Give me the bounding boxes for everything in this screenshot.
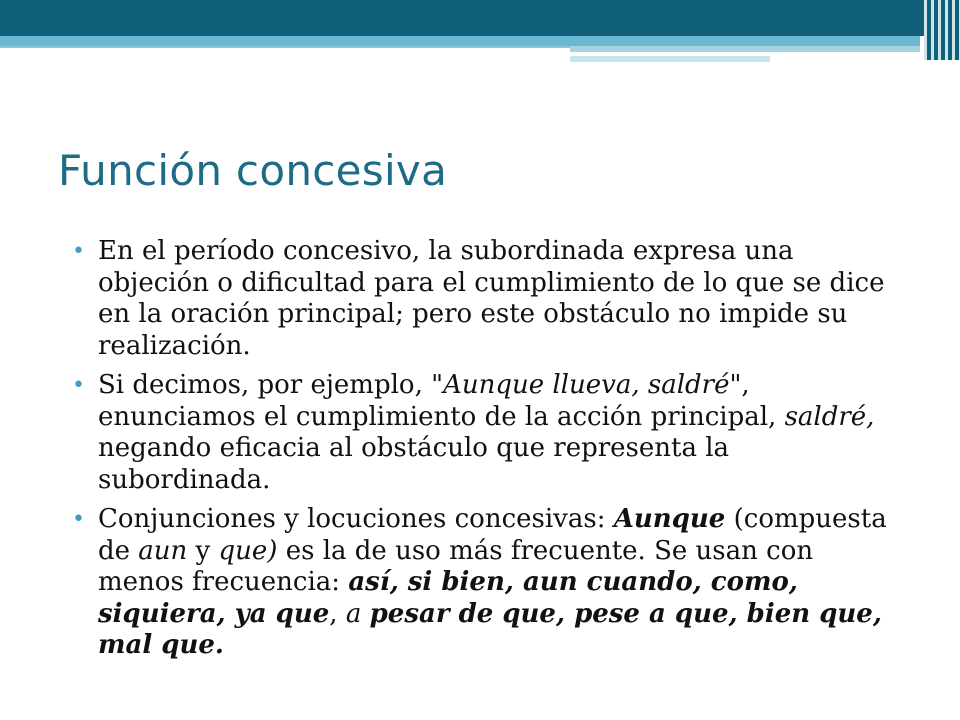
bullet-text <box>98 236 905 362</box>
text-run: Si decimos, por ejemplo, " <box>98 370 444 400</box>
text-run: En el período concesivo, la subordinada expresa una objeción o dificultad para el cumplimiento de lo que se dice en la oración principal; pero este obstáculo no impide su realización. <box>98 236 885 361</box>
bullet-item <box>70 370 905 496</box>
verb-italic: saldré, <box>784 401 875 432</box>
accent-bar-right <box>570 46 920 52</box>
text-run: ", enunciamos el cumplimiento de la acción principal, <box>98 370 785 432</box>
text-run: (compuesta de <box>98 504 887 566</box>
conjunction-bold-italic: Aunque <box>613 504 726 534</box>
conjunction-list-bold-italic: así, si bien, aun cuando, como, siquiera, ya que <box>98 567 798 629</box>
top-decorative-band <box>0 0 960 36</box>
slide-title: Función concesiva <box>58 146 448 195</box>
bullet-text <box>98 504 905 662</box>
slide-body <box>70 236 905 670</box>
text-run: es la de uso más frecuente. Se usan con menos frecuencia: <box>98 535 814 597</box>
bullet-icon: • <box>72 373 85 398</box>
top-right-stripes <box>924 0 960 60</box>
text-run: , <box>329 598 346 629</box>
accent-line <box>0 46 570 48</box>
text-run: y <box>187 535 219 566</box>
bullet-icon: • <box>72 507 85 532</box>
accent-bar <box>0 36 920 46</box>
bullet-icon: • <box>72 239 85 264</box>
text-run: Conjunciones y locuciones concesivas: <box>98 504 614 534</box>
word-italic: a <box>345 598 362 629</box>
text-run <box>361 599 369 629</box>
accent-bar-right-small <box>570 56 770 62</box>
word-italic: que) <box>218 535 278 566</box>
conjunction-list-bold-italic: pesar de que, pese a que, bien que, mal que. <box>98 598 882 660</box>
text-run: negando eficacia al obstáculo que representa la subordinada. <box>98 433 730 495</box>
word-italic: aun <box>138 535 188 566</box>
example-italic: Aunque llueva, saldré <box>443 370 730 400</box>
bullet-item <box>70 236 905 362</box>
bullet-text <box>98 370 905 496</box>
bullet-item <box>70 504 905 662</box>
